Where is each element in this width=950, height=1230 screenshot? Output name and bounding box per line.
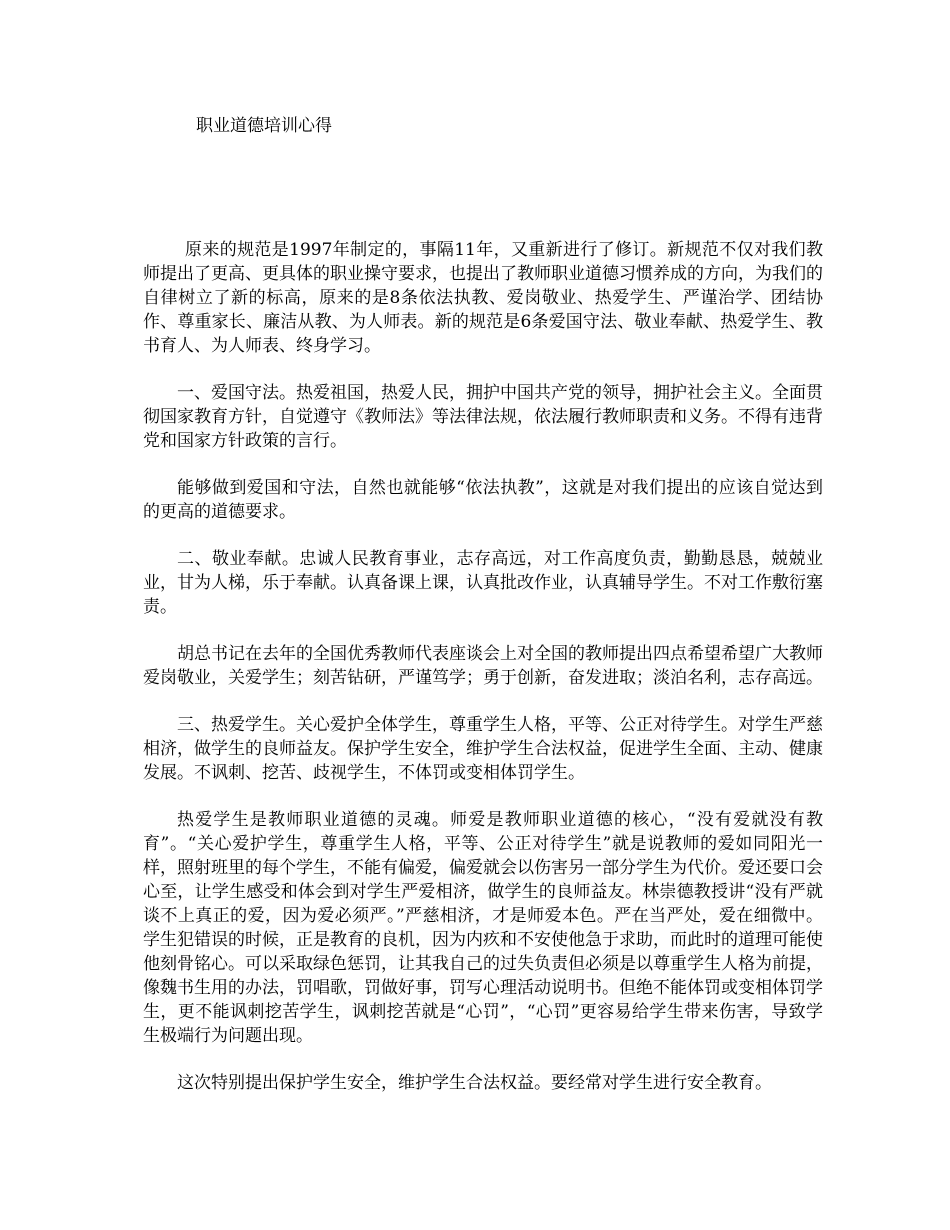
paragraph-dedication-note: 胡总书记在去年的全国优秀教师代表座谈会上对全国的教师提出四点希望希望广大教师爱岗敬业，关爱学生；刻苦钻研，严谨笃学；勇于创新，奋发进取；淡泊名利，志存高远。 bbox=[143, 644, 823, 688]
document-title: 职业道德培训心得 bbox=[196, 116, 332, 136]
paragraph-love-students-note: 热爱学生是教师职业道德的灵魂。师爱是教师职业道德的核心，“没有爱就没有教育”。“关心爱护学生，尊重学生人格，平等、公正对待学生”就是说教师的爱如同阳光一样，照射班里的每个学生，不能有偏爱，偏爱就会以伤害另一部分学生为代价。爱还要口会心至，让学生感受和体会到对学生严爱相济，做学生的良师益友。林崇德教授讲“没有严就谈不上真正的爱，因为爱必须严。”严慈相济，才是师爱本色。严在当严处，爱在细微中。学生犯错误的时候，正是教育的良机，因为内疚和不安使他急于求助，而此时的道理可能使他刻骨铭心。可以采取绿色惩罚，让其我自己的过失负责但必须是以尊重学生人格为前提，像魏书生用的办法，罚唱歌，罚做好事，罚写心理活动说明书。但绝不能体罚或变相体罚学生，更不能讽刺挖苦学生，讽刺挖苦就是“心罚”，“心罚”更容易给学生带来伤害，导致学生极端行为问题出现。 bbox=[143, 810, 823, 1046]
paragraph-patriotism: 一、爱国守法。热爱祖国，热爱人民，拥护中国共产党的领导，拥护社会主义。全面贯彻国家教育方针，自觉遵守《教师法》等法律法规，依法履行教师职责和义务。不得有违背党和国家方针政策的言行。 bbox=[143, 383, 823, 451]
paragraph-love-students: 三、热爱学生。关心爱护全体学生，尊重学生人格，平等、公正对待学生。对学生严慈相济，做学生的良师益友。保护学生安全，维护学生合法权益，促进学生全面、主动、健康发展。不讽刺、挖苦、歧视学生，不体罚或变相体罚学生。 bbox=[143, 715, 823, 783]
paragraph-intro: 原来的规范是1997年制定的，事隔11年，又重新进行了修订。新规范不仅对我们教师提出了更高、更具体的职业操守要求，也提出了教师职业道德习惯养成的方向，为我们的自律树立了新的标高，原来的是8条依法执教、爱岗敬业、热爱学生、严谨治学、团结协作、尊重家长、廉洁从教、为人师表。新的规范是6条爱国守法、敬业奉献、热爱学生、教书育人、为人师表、终身学习。 bbox=[143, 240, 823, 356]
paragraph-dedication: 二、敬业奉献。忠诚人民教育事业，志存高远，对工作高度负责，勤勤恳恳，兢兢业业，甘为人梯，乐于奉献。认真备课上课，认真批改作业，认真辅导学生。不对工作敷衍塞责。 bbox=[143, 549, 823, 617]
document-body bbox=[143, 238, 823, 1118]
paragraph-patriotism-note: 能够做到爱国和守法，自然也就能够“依法执教”，这就是对我们提出的应该自觉达到的更高的道德要求。 bbox=[143, 478, 823, 522]
paragraph-student-safety: 这次特别提出保护学生安全，维护学生合法权益。要经常对学生进行安全教育。 bbox=[177, 1073, 772, 1093]
